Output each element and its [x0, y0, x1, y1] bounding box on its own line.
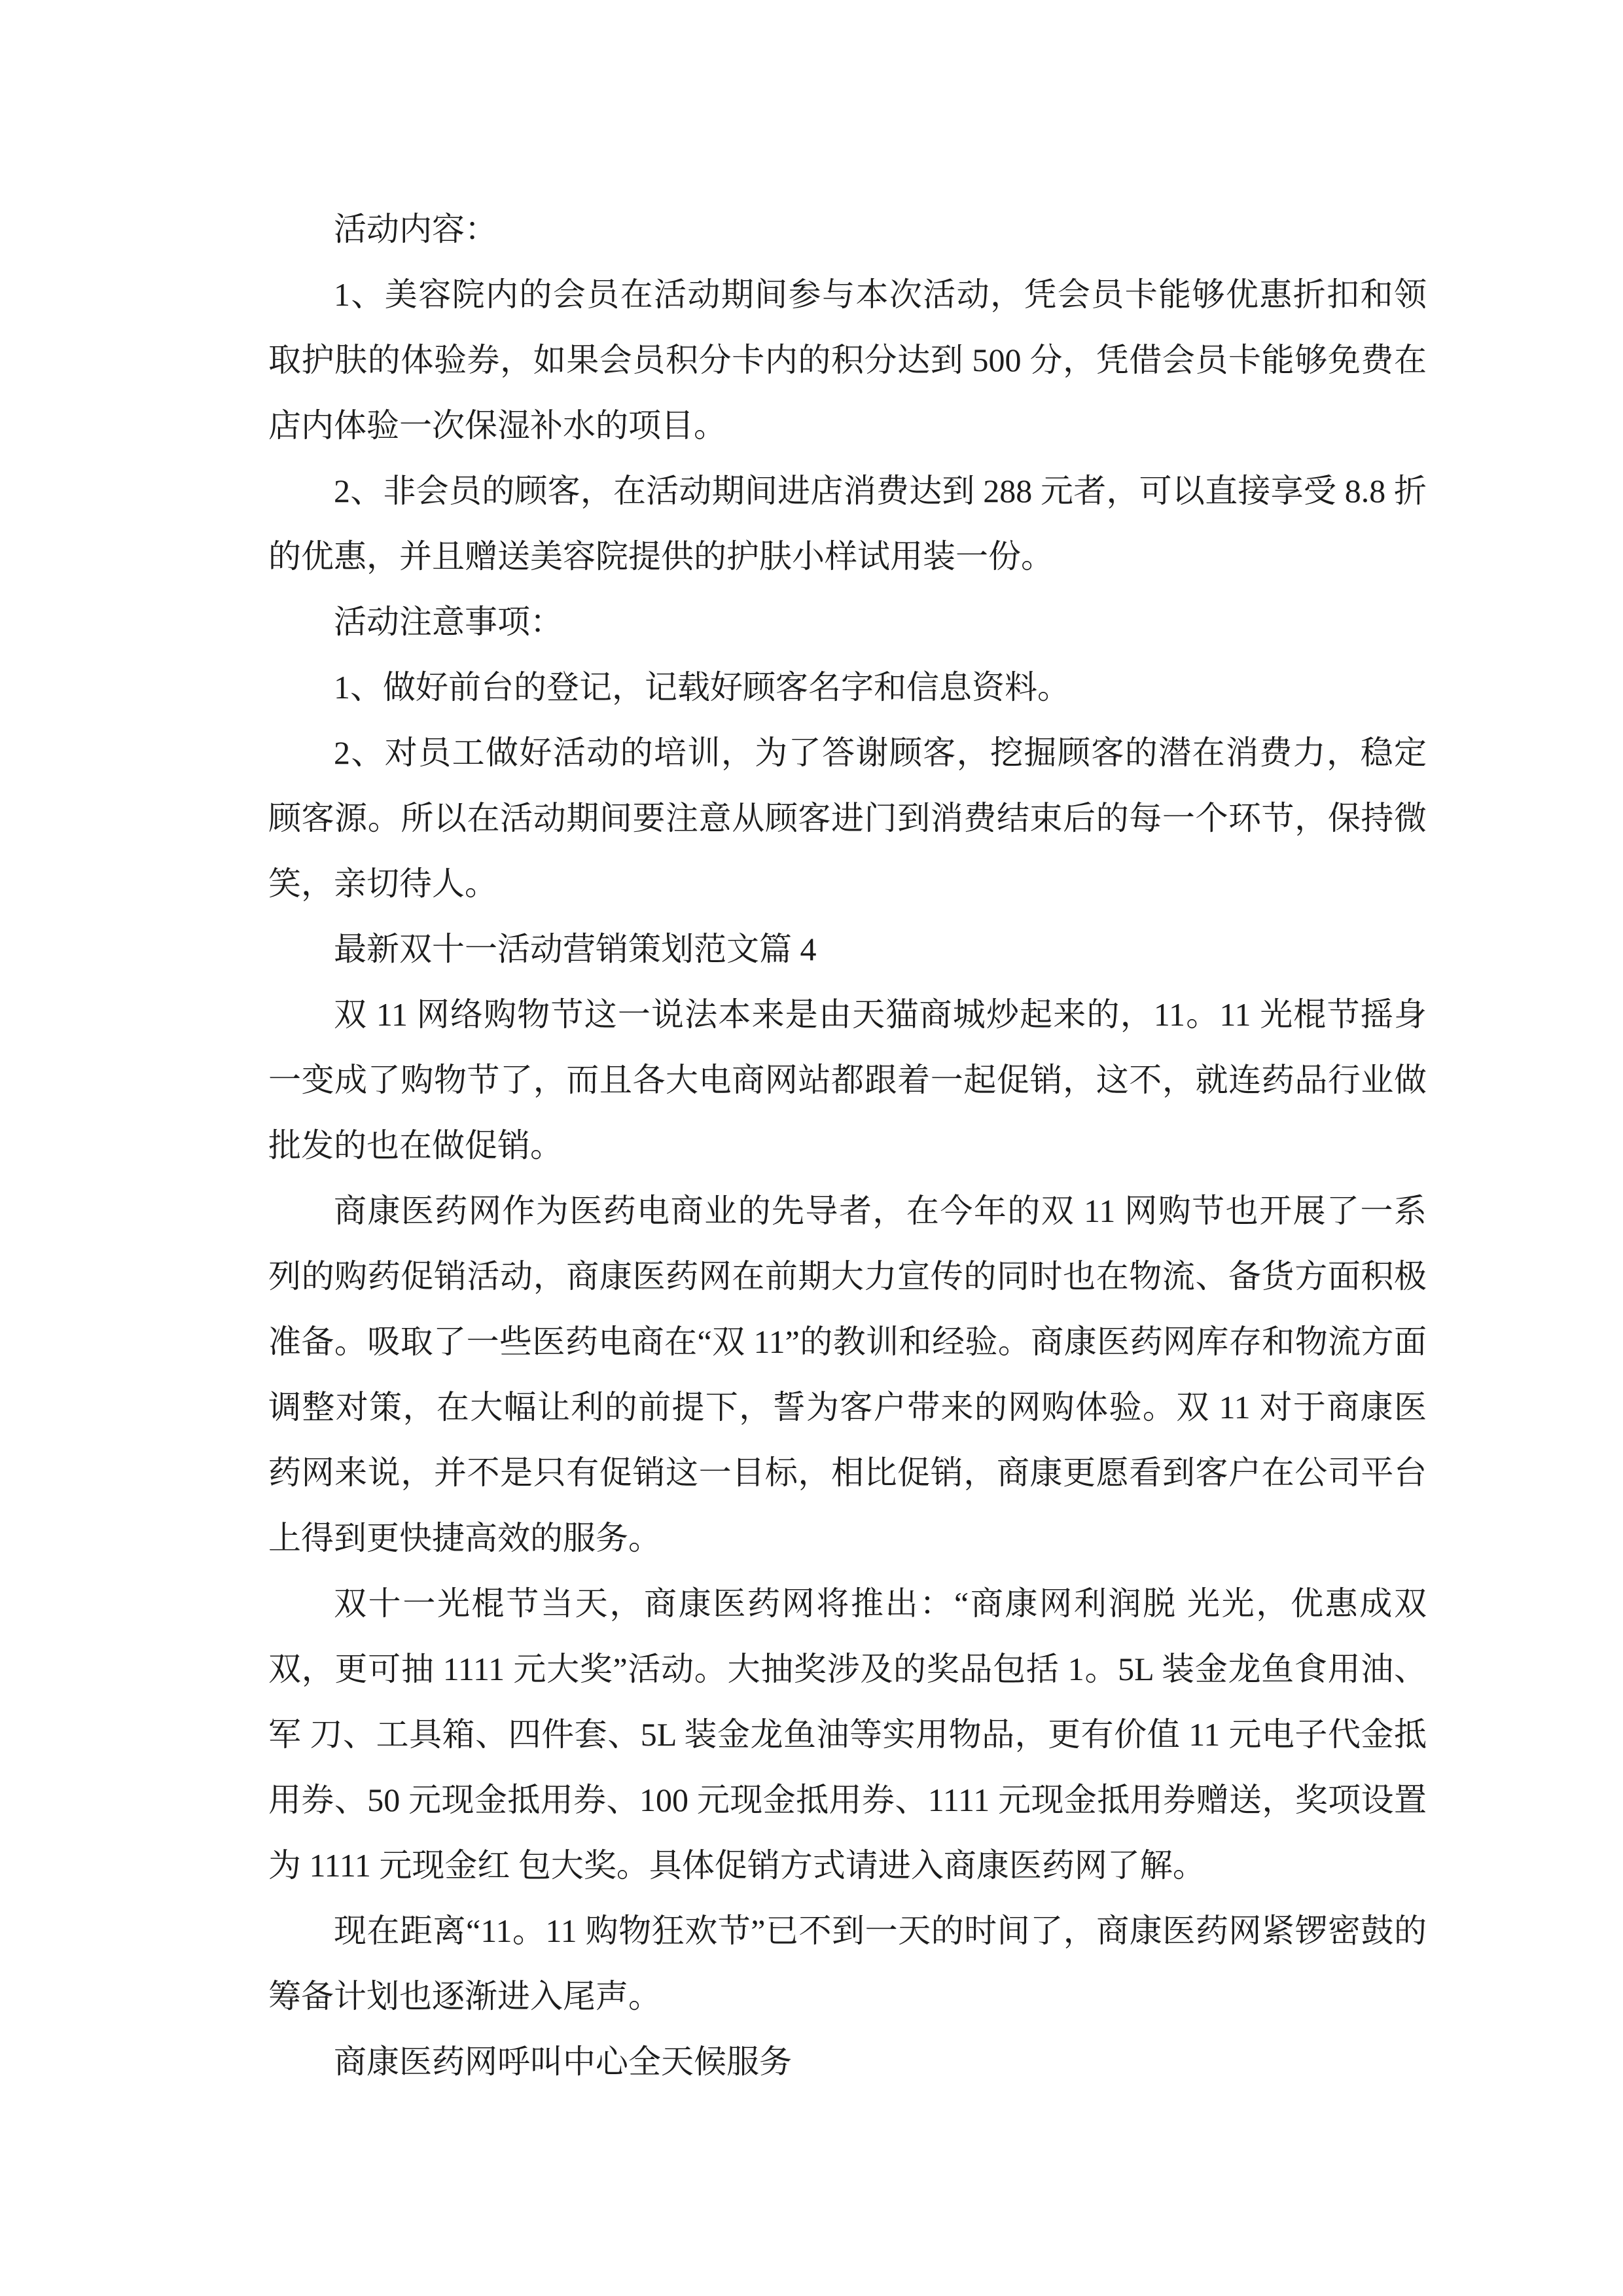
paragraph-shangkang-preparation: 商康医药网作为医药电商业的先导者，在今年的双 11 网购节也开展了一系列的购药促销活动，商康医药网在前期大力宣传的同时也在物流、备货方面积极准备。吸取了一些医药电商在“双 11”的教训和经验。商康医药网库存和物流方面调整对策，在大幅让利的前提下，誓为客户带来的网购体验。双 11 对于商康医药网来说，并不是只有促销这一目标，相比促销，商康更愿看到客户在公司平台上得到更快捷高效的服务。 [268, 1193, 1427, 1556]
paragraph-note-1: 1、做好前台的登记，记载好顾客名字和信息资料。 [334, 669, 1070, 706]
paragraph-double11-intro: 双 11 网络购物节这一说法本来是由天猫商城炒起来的，11。11 光棍节摇身一变成了购物节了，而且各大电商网站都跟着一起促销，这不，就连药品行业做批发的也在做促销。 [268, 996, 1427, 1164]
paragraph-nonmember-rule: 2、非会员的顾客，在活动期间进店消费达到 288 元者，可以直接享受 8.8 折的优惠，并且赠送美容院提供的护肤小样试用装一份。 [268, 473, 1427, 575]
paragraph-member-rule: 1、美容院内的会员在活动期间参与本次活动，凭会员卡能够优惠折扣和领取护肤的体验券，如果会员积分卡内的积分达到 500 分，凭借会员卡能够免费在店内体验一次保湿补水的项目。 [268, 276, 1427, 444]
paragraph-heading-activity-notes: 活动注意事项： [334, 603, 563, 640]
paragraph-heading-activity-content: 活动内容： [334, 211, 497, 247]
document-body [268, 196, 1427, 2094]
paragraph-countdown: 现在距离“11。11 购物狂欢节”已不到一天的时间了，商康医药网紧锣密鼓的筹备计划也逐渐进入尾声。 [268, 1912, 1427, 2015]
paragraph-lottery-detail: 双十一光棍节当天，商康医药网将推出：“商康网利润脱 光光，优惠成双双，更可抽 1111 元大奖”活动。大抽奖涉及的奖品包括 1。5L 装金龙鱼食用油、军 刀、工具箱、四件套、5L 装金龙鱼油等实用物品，更有价值 11 元电子代金抵用券、50 元现金抵用券、100 元现金抵用券、1111 元现金抵用券赠送，奖项设置为 1111 元现金红 包大奖。具体促销方式请进入商康医药网了解。 [268, 1585, 1427, 1884]
paragraph-note-2: 2、对员工做好活动的培训，为了答谢顾客，挖掘顾客的潜在消费力，稳定顾客源。所以在活动期间要注意从顾客进门到消费结束后的每一个环节，保持微笑，亲切待人。 [268, 734, 1427, 902]
paragraph-section-title-4: 最新双十一活动营销策划范文篇 4 [334, 931, 817, 967]
paragraph-callcenter: 商康医药网呼叫中心全天候服务 [334, 2043, 792, 2080]
